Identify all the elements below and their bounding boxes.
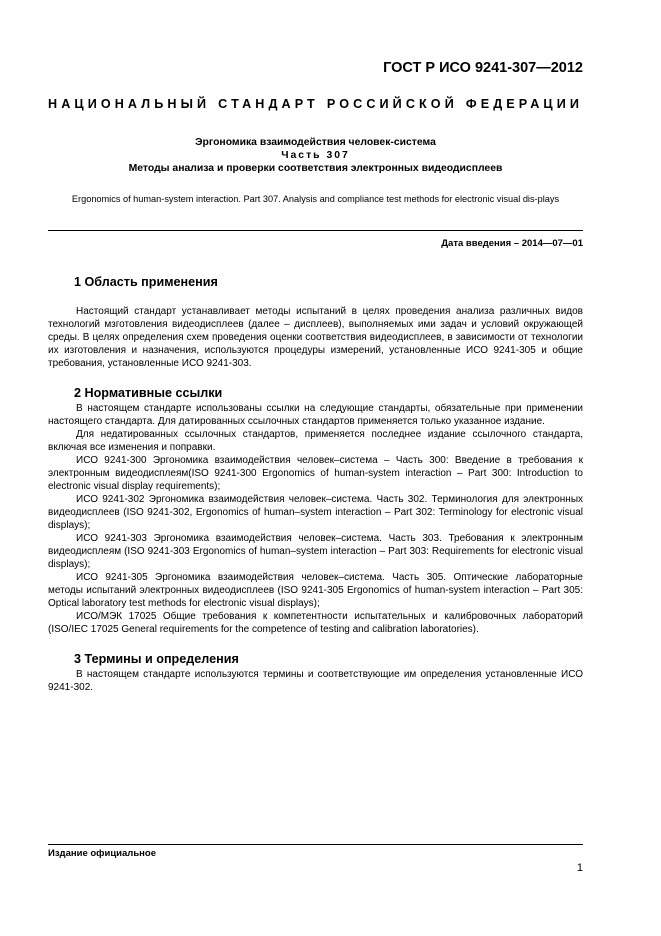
effective-date: Дата введения – 2014—07—01 bbox=[441, 238, 583, 249]
page-number: 1 bbox=[576, 862, 583, 874]
section-heading-normative-references: 2 Нормативные ссылки bbox=[74, 386, 223, 400]
footer-divider bbox=[48, 844, 583, 845]
reference-item: ИСО 9241-303 Эргономика взаимодействия человек–система. Часть 303. Требования к электронным видеодисплеям (ISO 9241-303 Ergonomics of human–system interaction – Part 303: Requirements for electronic visual displays); bbox=[48, 533, 583, 570]
official-edition-label: Издание официальное bbox=[48, 848, 156, 859]
document-code: ГОСТ Р ИСО 9241-307—2012 bbox=[383, 60, 583, 76]
reference-item: ИСО/МЭК 17025 Общие требования к компетентности испытательных и калибровочных лабораторий (ISO/IEC 17025 General requirements for the competence of testing and calibration laboratories). bbox=[48, 611, 583, 635]
title-line-3: Методы анализа и проверки соответствия электронных видеодисплеев bbox=[128, 163, 503, 174]
section-heading-terms-definitions: 3 Термины и определения bbox=[74, 652, 239, 666]
title-part-number: Часть 307 bbox=[281, 150, 350, 161]
header-divider bbox=[48, 230, 583, 231]
title-line-1: Эргономика взаимодействия человек-система bbox=[195, 137, 436, 148]
section-paragraph: В настоящем стандарте использованы ссылки на следующие стандарты, обязательные при применении настоящего стандарта. Для датированных ссылочных стандартов применяется только указанное издание. bbox=[48, 403, 583, 427]
section-paragraph: В настоящем стандарте используются термины и соответствующие им определения установленные ИСО 9241-302. bbox=[48, 669, 583, 693]
reference-item: ИСО 9241-305 Эргономика взаимодействия человек–система. Часть 305. Оптические лабораторные методы испытаний электронных видеодисплеев (ISO 9241-305 Ergonomics of human-system interaction – Part 305: Optical laboratory test methods for electronic visual displays); bbox=[48, 572, 583, 609]
title-block bbox=[48, 136, 583, 175]
reference-item: ИСО 9241-302 Эргономика взаимодействия человек–система. Часть 302. Терминология для электронных видеодисплеев (ISO 9241-302, Ergonomics of human–system interaction – Part 302: Terminology for electronic visual displays); bbox=[48, 494, 583, 531]
reference-item: ИСО 9241-300 Эргономика взаимодействия человек–система – Часть 300: Введение в требования к электронным видеодисплеям(ISO 9241-300 Ergonomics of human-system interaction – Part 300: Introduction to electronic visual display requirements); bbox=[48, 455, 583, 492]
section-paragraph: Настоящий стандарт устанавливает методы испытаний в целях проведения анализа различных видов технологий мзготовления видеодисплеев (далее – дисплеев), выполняемых ими задач и условий окружающей среды. В целях определения схем проведения оценки соответствия видеодисплеев, в зависимости от технологии их изготовления и назначения, используются процедуры измерений, установленные ИСО 9241-305 и общие требования, установленные ИСО 9241-303. bbox=[48, 306, 583, 369]
document-body bbox=[48, 273, 583, 694]
national-standard-banner: НАЦИОНАЛЬНЫЙ СТАНДАРТ РОССИЙСКОЙ ФЕДЕРАЦИИ bbox=[48, 97, 583, 111]
section-heading-scope: 1 Область применения bbox=[74, 275, 218, 289]
english-title: Ergonomics of human-system interaction. Part 307. Analysis and compliance test methods for electronic visual dis-plays bbox=[71, 194, 560, 204]
section-paragraph: Для недатированных ссылочных стандартов, применяется последнее издание ссылочного стандарта, включая все изменения и поправки. bbox=[48, 429, 583, 453]
